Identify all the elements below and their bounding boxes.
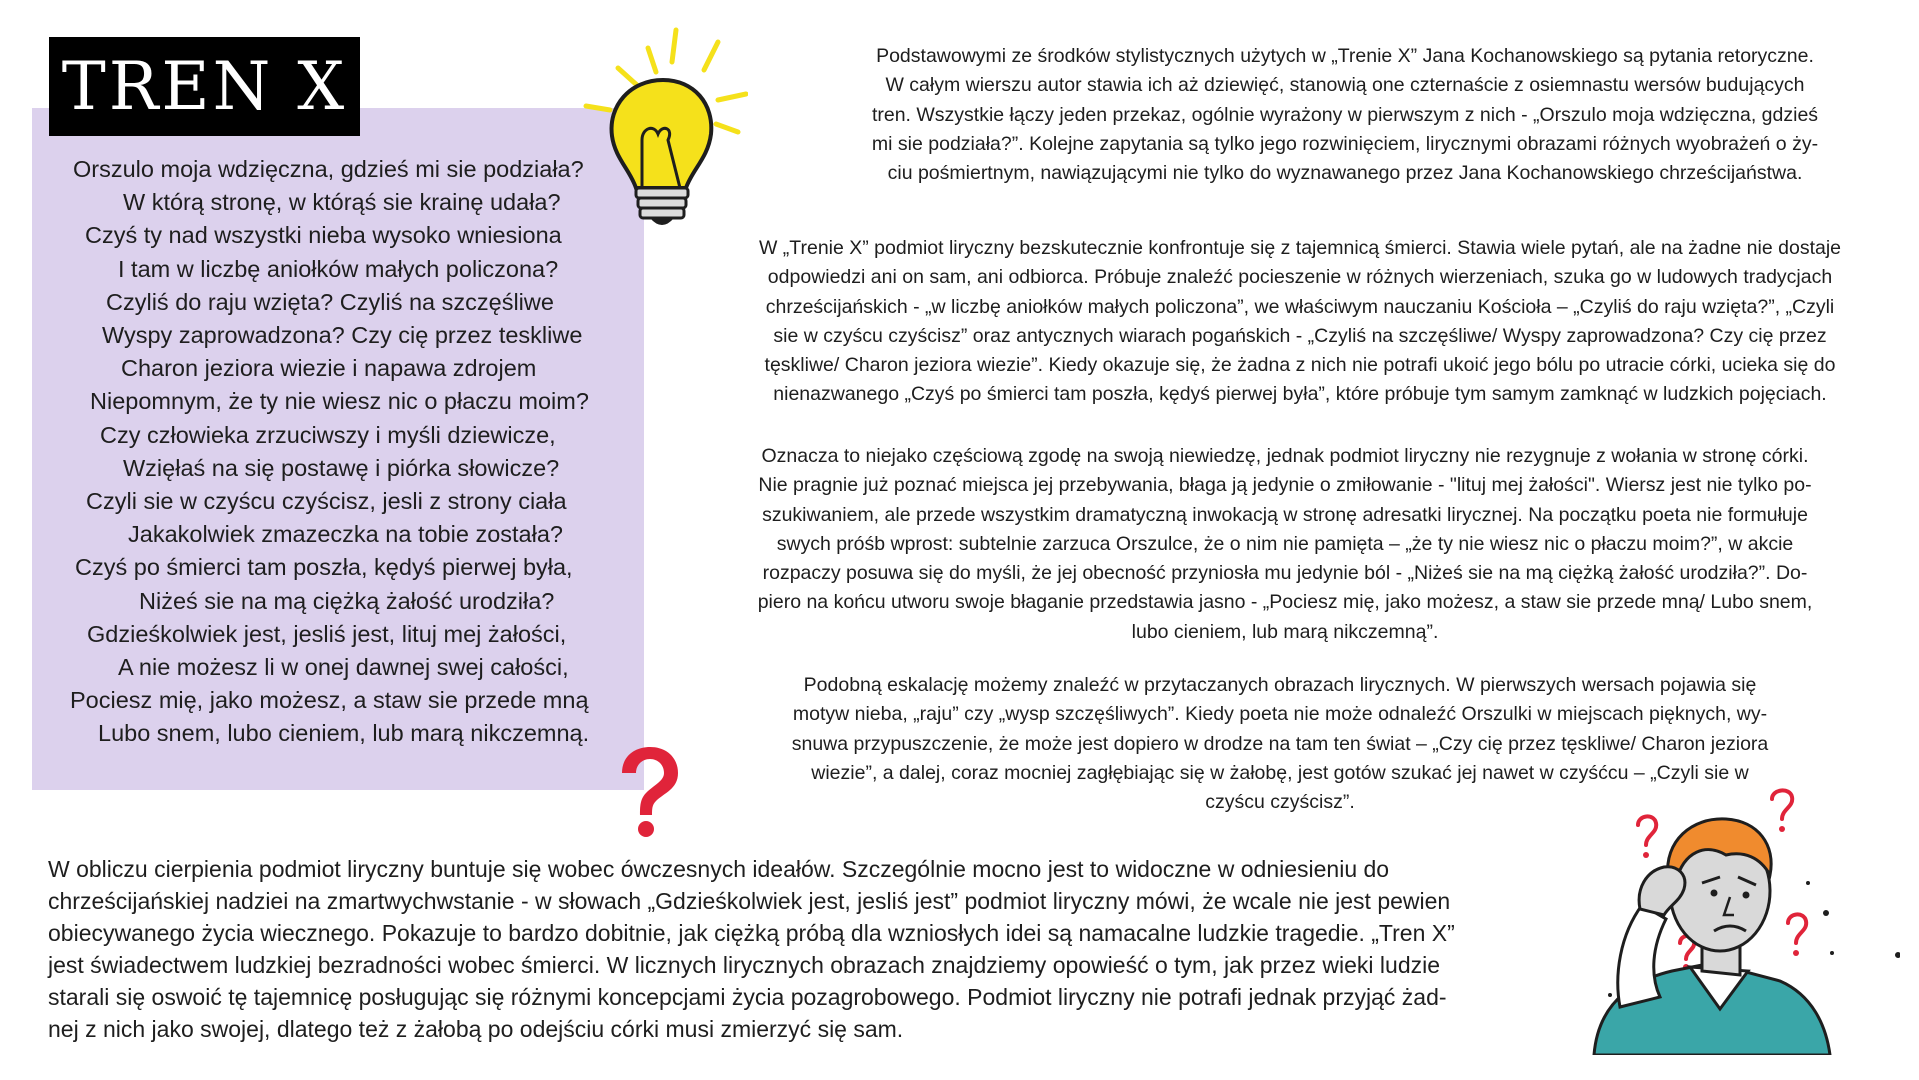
paragraph-line: piero na końcu utworu swoje błaganie przedstawia jasno - „Pociesz mię, jako możesz, a staw sie przede mną/ Lubo snem, xyxy=(757,591,1813,614)
page-title: TREN X xyxy=(61,47,348,125)
title-box xyxy=(49,37,360,136)
paragraph-line: szukiwaniem, ale przede wszystkim dramatyczną inwokacją w stronę adresatki lirycznej. Na początku poeta nie formułuje xyxy=(762,503,1808,526)
paragraph-line: Oznacza to niejako częściową zgodę na swoją niewiedzę, jednak podmiot liryczny nie rezygnuje z wołania w stronę córki. xyxy=(761,445,1809,467)
paragraph-line: nienazwanego „Czyś po śmierci tam poszła, kędyś pierwej była”, które próbuje tym samym zamknąć w ludzkich pojęciach. xyxy=(773,383,1827,406)
paragraph-line: Nie pragnie już poznać miejsca jej przebywania, błaga ją jedynie o zmiłowanie - "lituj mej żałości". Wiersz jest nie tylko po- xyxy=(758,474,1812,497)
paragraph-line: ciu pośmiertnym, nawiązującymi nie tylko do wyznawanego przez Jana Kochanowskiego chrześcijaństwa. xyxy=(887,162,1803,185)
paragraph-line: rozpaczy posuwa się do myśli, że jej obecność przyniosła mu jedynie ból - „Niżeś sie na mą ciężką żałość urodziła?”. Do- xyxy=(762,562,1808,585)
poem-line: Pociesz mię, jako możesz, a staw sie przede mną xyxy=(70,687,589,714)
poem-line: Czy człowieka zrzuciwszy i myśli dziewicze, xyxy=(100,421,556,448)
poem-line: Jakakolwiek zmazeczka na tobie została? xyxy=(128,521,563,548)
paragraph-line: W całym wierszu autor stawia ich aż dziewięć, stanowią one czternaście z osiemnastu wersów budujących xyxy=(885,74,1805,97)
poem-line: Niżeś sie na mą ciężką żałość urodziła? xyxy=(139,587,555,614)
paragraph-line: tren. Wszystkie łączy jeden przekaz, ogólnie wyrażony w pierwszym z nich - „Orszulo moja wdzięczna, gdzieś xyxy=(871,103,1819,126)
poem-line: Czyś po śmierci tam poszła, kędyś pierwej była, xyxy=(75,554,573,581)
poem-line: Czyś ty nad wszystki nieba wysoko wniesiona xyxy=(85,222,562,249)
poem-line: I tam w liczbę aniołków małych policzona? xyxy=(118,255,559,282)
paragraph-line: W „Trenie X” podmiot liryczny bezskutecznie konfrontuje się z tajemnicą śmierci. Stawia wiele pytań, ale na żadne nie dostaje xyxy=(758,237,1842,259)
poem-line: Czyliś do raju wzięta? Czyliś na szczęśliwe xyxy=(106,288,554,315)
paragraph-line: snuwa przypuszczenie, że może jest dopiero w drodze na tam ten świat – „Czy cię przez tęskliwe/ Charon jeziora xyxy=(791,732,1769,755)
poem-line: Wyspy zaprowadzona? Czy cię przez teskliwe xyxy=(102,322,583,349)
paragraph-line: Podobną eskalację możemy znaleźć w przytaczanych obrazach lirycznych. W pierwszych wersach pojawia się xyxy=(803,674,1757,696)
paragraph-line: wiezie”, a dalej, coraz mocniej zagłębiając się w żałobę, jest gotów szukać jej nawet w czyśćcu – „Czyli sie w xyxy=(811,761,1749,784)
paragraph-line: W obliczu cierpienia podmiot liryczny buntuje się wobec ówczesnych ideałów. Szczególnie mocno jest to widoczne w odniesieniu do xyxy=(48,856,1390,882)
paragraph-mystery-of-death xyxy=(695,234,1905,410)
poem-line: Niepomnym, że ty nie wiesz nic o płaczu moim? xyxy=(90,388,589,415)
paragraph-rebellion xyxy=(48,853,1588,1045)
paragraph-line: jest świadectwem ludzkiej bezradności wobec śmierci. W licznych lirycznych obrazach znajdziemy opowieść o tym, jak przez wieki ludzie xyxy=(48,952,1441,978)
paragraph-line: swych próśb wprost: subtelnie zarzuca Orszulce, że o nim nie pamięta – „że ty nie wiesz nic o płaczu moim?”, w akcie xyxy=(776,532,1794,555)
poem-text xyxy=(55,153,635,751)
poem-line: Gdzieśkolwiek jest, jesliś jest, lituj mej żałości, xyxy=(87,620,567,647)
poem-line: A nie możesz li w onej dawnej swej całości, xyxy=(118,654,569,681)
paragraph-line: obiecywanego życia wiecznego. Pokazuje to bardzo dobitnie, jak ciężką próbą dla wzniosłych idei są namacalne ludzkie tragedie. „Tren X” xyxy=(48,920,1455,946)
poem-line: Charon jeziora wiezie i napawa zdrojem xyxy=(121,355,537,382)
paragraph-line: sie w czyścu czyścisz” oraz antycznych wiarach pogańskich - „Czyliś na szczęśliwe/ Wyspy zaprowadzona? Czy cię przez xyxy=(773,324,1827,347)
paragraph-line: lubo cieniem, lub marą nikczemną”. xyxy=(1131,620,1439,643)
paragraph-line: nej z nich jako swojej, dlatego też z żałobą po odejściu córki musi zmierzyć się sam. xyxy=(48,1016,904,1042)
poem-line: Czyli sie w czyścu czyścisz, jesli z strony ciała xyxy=(86,488,567,515)
paragraph-invocation xyxy=(665,442,1905,647)
lightbulb-icon xyxy=(568,20,748,235)
paragraph-line: chrześcijańskiej nadziei na zmartwychwstanie - w słowach „Gdzieśkolwiek jest, jesliś jest” podmiot liryczny mówi, że wcale nie jest pewien xyxy=(48,888,1451,914)
poem-line: Lubo snem, lubo cieniem, lub marą nikczemną. xyxy=(98,720,590,747)
paragraph-line: Podstawowymi ze środków stylistycznych użytych w „Trenie X” Jana Kochanowskiego są pytania retoryczne. xyxy=(876,45,1814,67)
paragraph-line: odpowiedzi ani on sam, ani odbiorca. Próbuje znaleźć pocieszenie w różnych wierzeniach, szuka go w ludowych tradycjach xyxy=(767,266,1833,289)
paragraph-line: chrześcijańskich - „w liczbę aniołków małych policzona”, we właściwym nauczaniu Kościoła – „Czyliś do raju wzięta?”, „Czyli xyxy=(765,295,1835,318)
paragraph-stylistic-devices xyxy=(780,42,1910,188)
paragraph-line: motyw nieba, „raju” czy „wysp szczęśliwych”. Kiedy poeta nie może odnaleźć Orszulki w miejscach pięknych, wy- xyxy=(792,703,1768,726)
poem-line: W którą stronę, w którąś sie krainę udała? xyxy=(123,189,561,216)
paragraph-line: starali się oswoić tę tajemnicę posługując się różnymi koncepcjami życia pozagrobowego. Podmiot liryczny nie potrafi jednak przyjąć żad- xyxy=(48,984,1447,1010)
paragraph-line: mi sie podziała?”. Kolejne zapytania są tylko jego rozwinięciem, lirycznymi obrazami różnych wyobrażeń o ży- xyxy=(871,132,1819,155)
confused-man-illustration xyxy=(1580,785,1900,1055)
poem-line: Orszulo moja wdzięczna, gdzieś mi sie podziała? xyxy=(73,156,584,182)
paragraph-line: tęskliwe/ Charon jeziora wiezie”. Kiedy okazuje się, że żadna z nich nie potrafi ukoić jego bólu po utracie córki, ucieka się do xyxy=(764,354,1836,377)
paragraph-line: czyścu czyścisz”. xyxy=(1205,791,1355,814)
poem-line: Wzięłaś na się postawę i piórka słowicze? xyxy=(123,454,560,481)
